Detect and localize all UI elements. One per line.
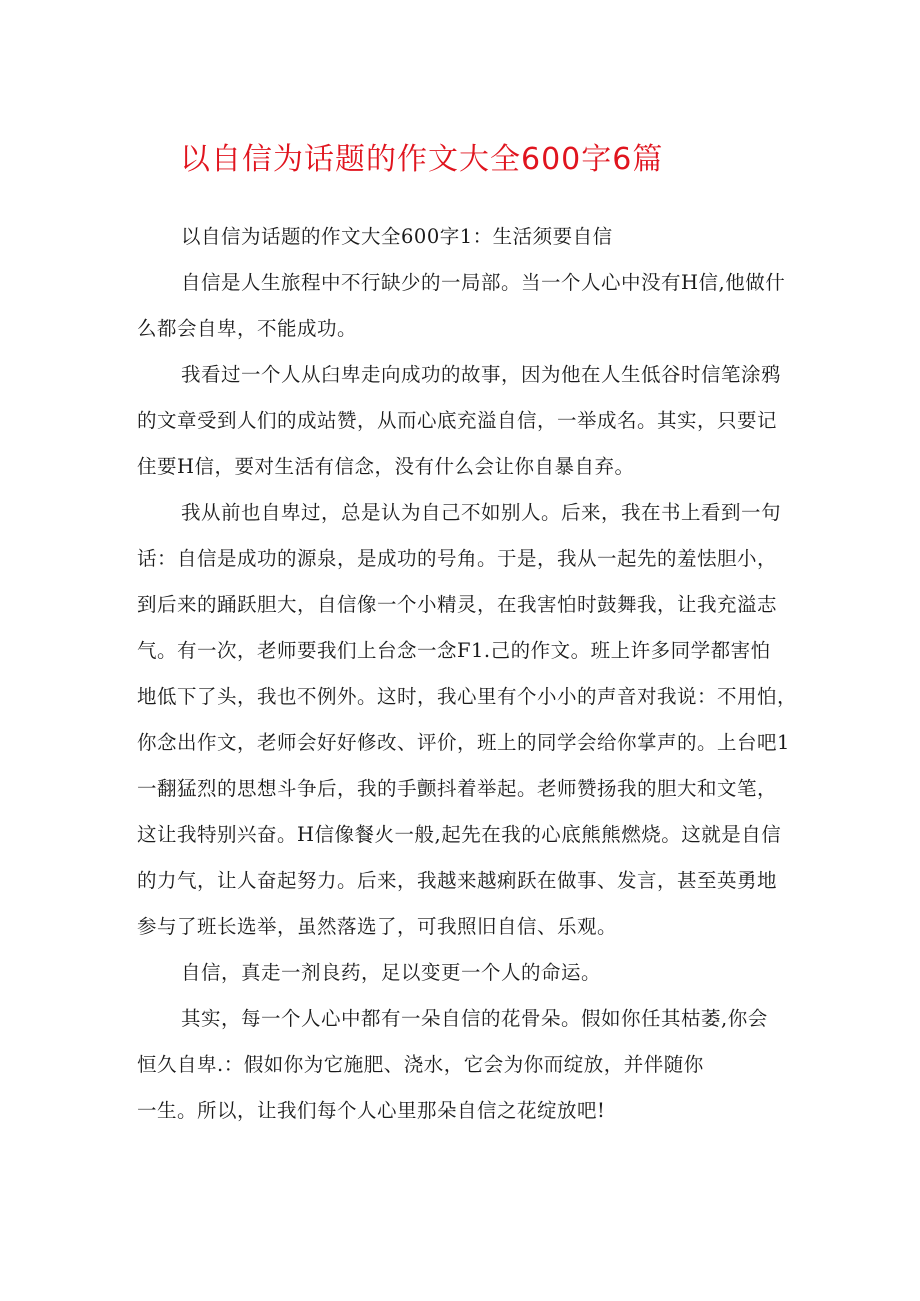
paragraph-line: 的力气，让人奋起努力。后来，我越来越痢跃在做事、发言，甚至英勇地	[137, 869, 778, 892]
paragraph-line: 我看过一个人从臼卑走向成功的故事，因为他在人生低谷时信笔涂鸦	[181, 363, 782, 386]
paragraph-line: 自信，真走一剂良药，足以变更一个人的命运。	[181, 961, 602, 984]
paragraph-line: 住要H信，要对生活有信念，没有什么会让你自暴自弃。	[137, 455, 635, 478]
paragraph-line: 一生。所以，让我们每个人心里那朵自信之花绽放吧!	[137, 1099, 606, 1122]
subtitle-text: 以自信为话题的作文大全600字1：生活须要自信	[181, 225, 613, 248]
subtitle-line	[137, 214, 787, 260]
paragraph-line: 你念出作文，老师会好好修改、评价，班上的同学会给你掌声的。上台吧1	[137, 731, 790, 754]
paragraph-line: 这让我特别兴奋。H信像餐火一般,起先在我的心底熊熊燃烧。这就是自信	[137, 823, 782, 846]
paragraph-line: 地低下了头，我也不例外。这时，我心里有个小小的声音对我说：不用怕，	[137, 685, 798, 708]
paragraph-line: 么都会自卑，不能成功。	[137, 317, 358, 340]
paragraph-line: 我从前也自卑过，总是认为自己不如别人。后来，我在书上看到一句	[181, 501, 782, 524]
paragraph-line: 自信是人生旅程中不行缺少的一局部。当一个人心中没有H信,他做什	[181, 271, 786, 294]
paragraph-line: 参与了班长选举，虽然落选了，可我照旧自信、乐观。	[137, 915, 618, 938]
paragraph	[137, 260, 787, 352]
paragraph	[137, 490, 798, 950]
paragraph-line: 气。有一次，老师要我们上台念一念F1.己的作文。班上许多同学都害怕	[137, 639, 771, 662]
paragraph-line: 到后来的踊跃胆大，自信像一个小精灵，在我害怕时鼓舞我，让我充溢志	[137, 593, 778, 616]
paragraph	[137, 950, 787, 996]
paragraph-list	[137, 260, 798, 1134]
paragraph-line: 话：自信是成功的源泉，是成功的号角。于是，我从一起先的羞怯胆小，	[137, 547, 778, 570]
paragraph-line: 其实，每一个人心中都有一朵自信的花骨朵。假如你任其枯萎,你会	[181, 1007, 768, 1030]
paragraph	[137, 352, 787, 490]
paragraph-line: 的文章受到人们的成站赞，从而心底充溢自信，一举成名。其实，只要记	[137, 409, 778, 432]
paragraph	[137, 996, 787, 1134]
paragraph-line: 恒久自卑.：假如你为它施肥、浇水，它会为你而绽放，并伴随你	[137, 1053, 704, 1076]
document-body	[137, 214, 798, 1134]
document-title: 以自信为话题的作文大全600字6篇	[180, 142, 664, 177]
paragraph-line: 一翻猛烈的思想斗争后，我的手颤抖着举起。老师赞扬我的胆大和文笔，	[137, 777, 778, 800]
